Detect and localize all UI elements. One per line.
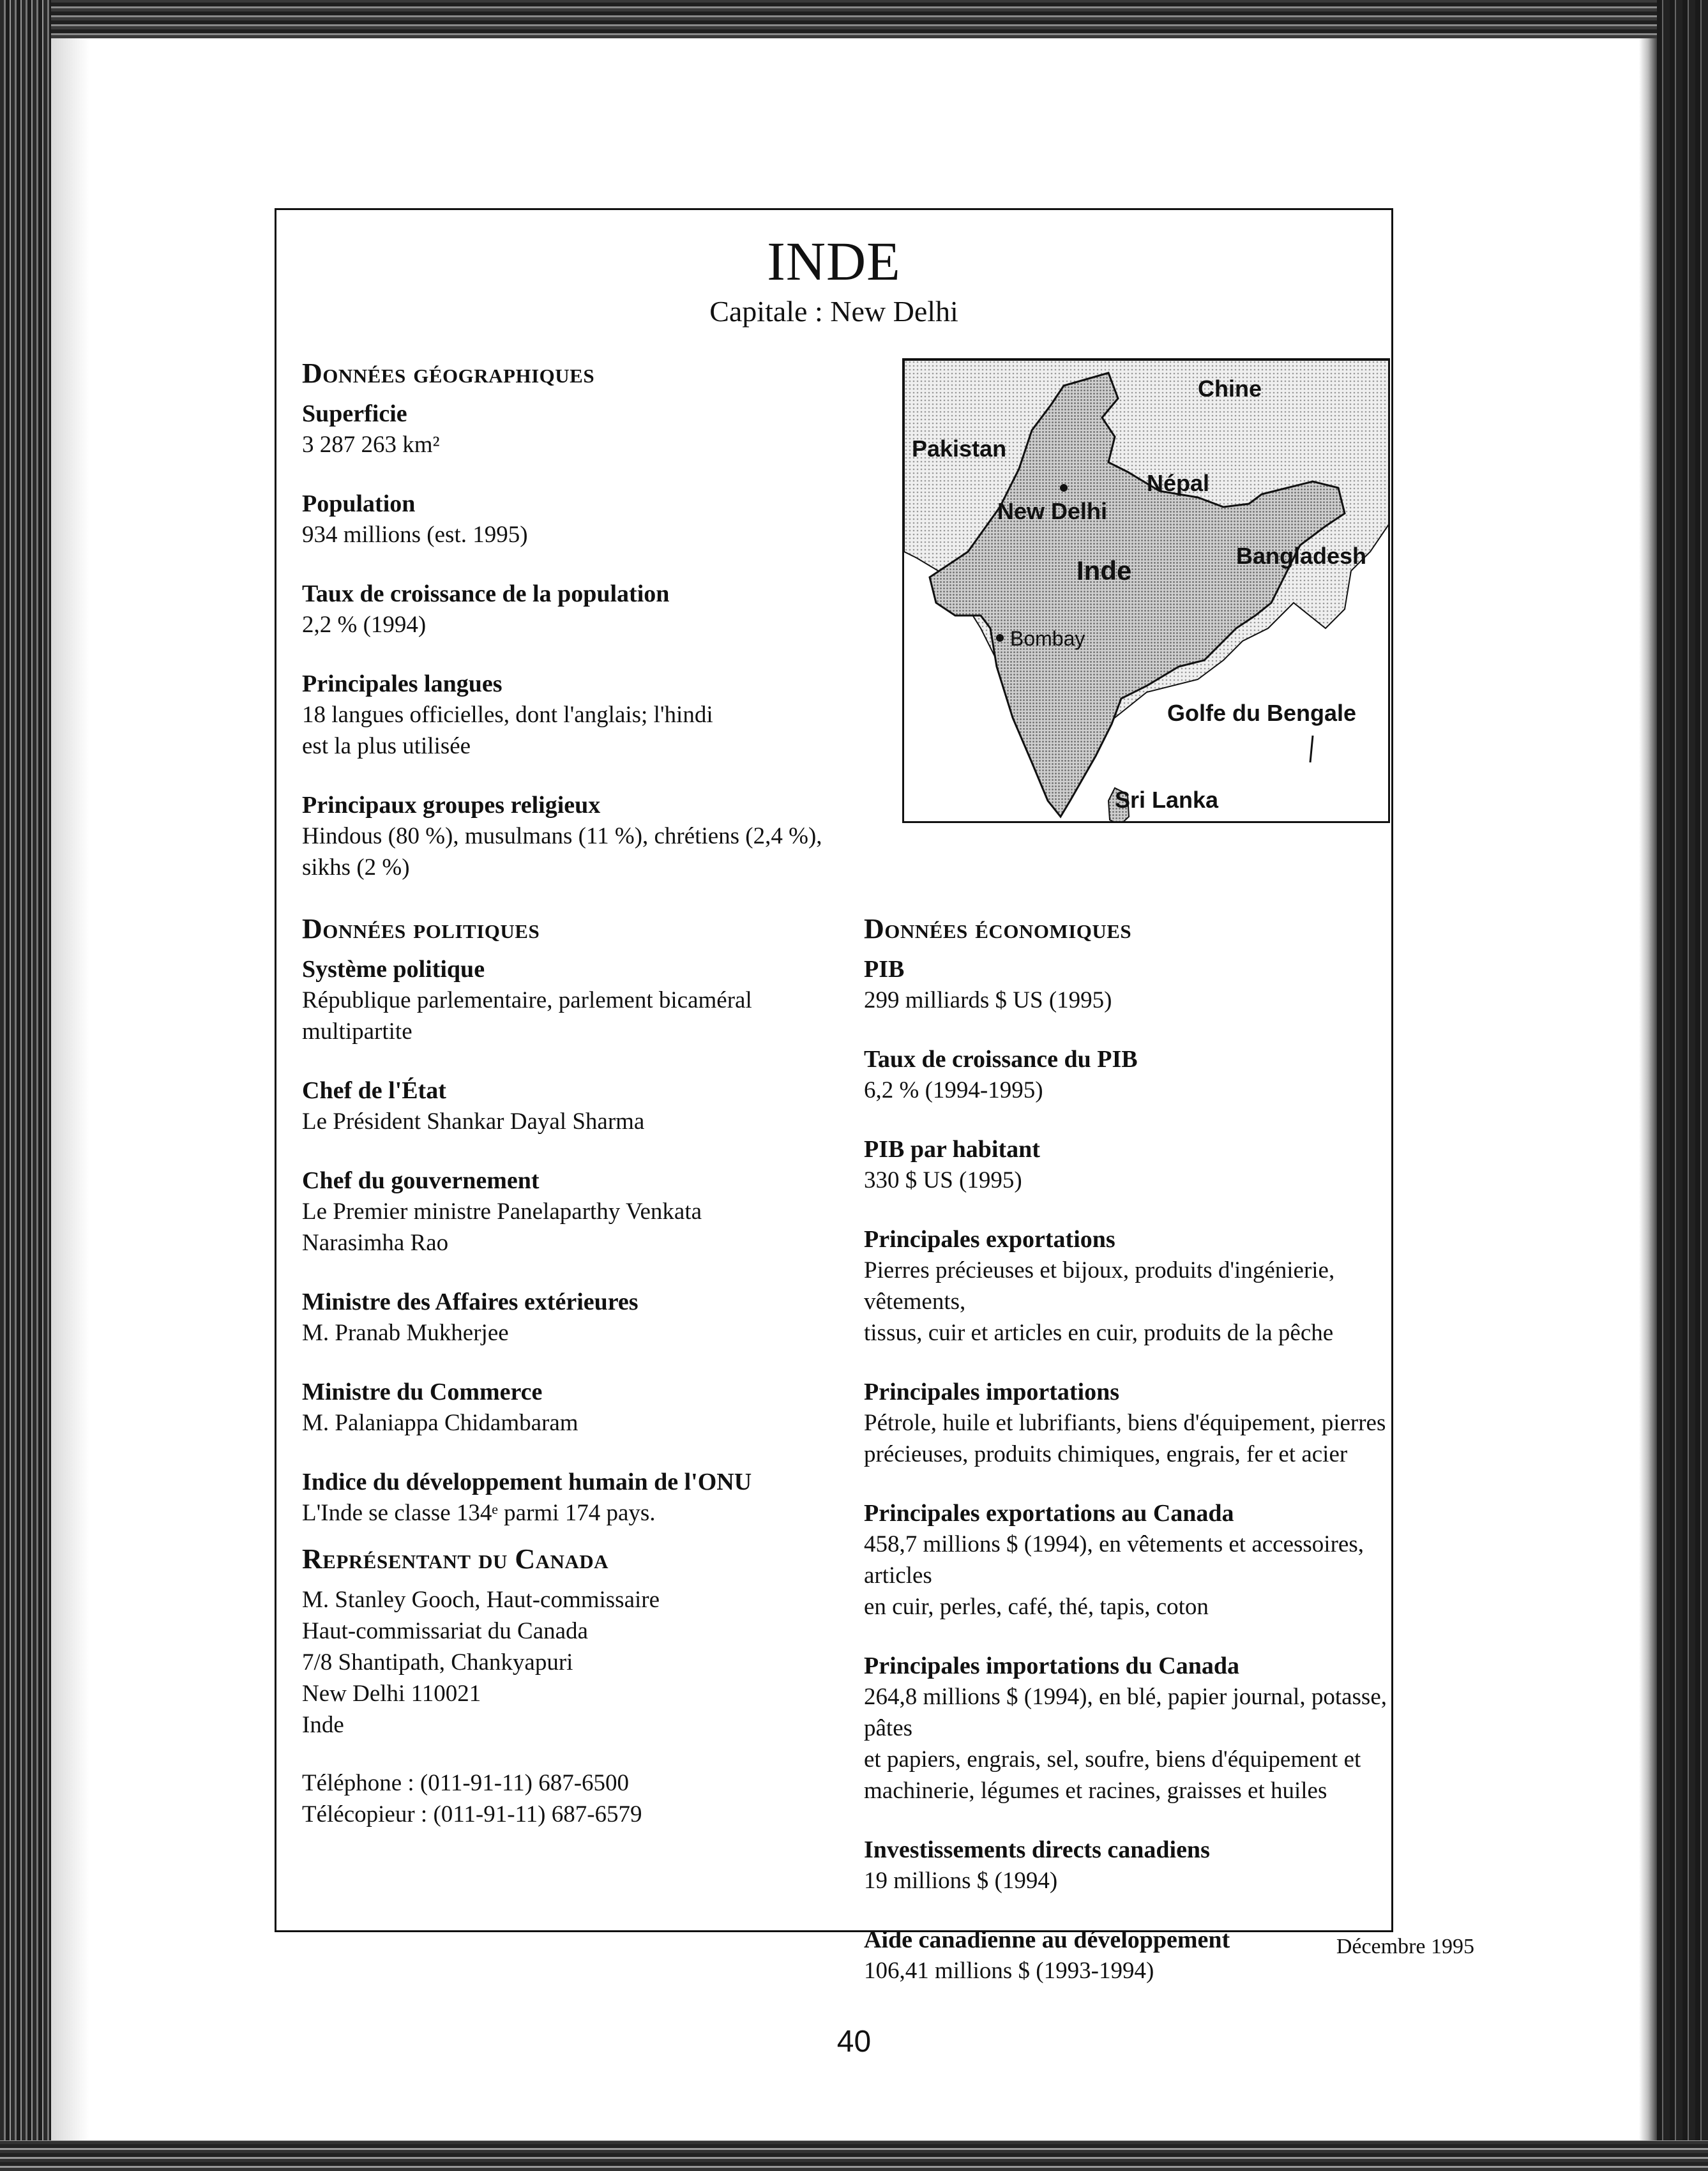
idh-value: L'Inde se classe 134ᵉ parmi 174 pays. (302, 1500, 656, 1526)
geo-croissance (302, 579, 889, 640)
import-canada-value-line2: et papiers, engrais, sel, soufre, biens d'équipement et (864, 1746, 1361, 1773)
croissance-label: Taux de croissance de la population (302, 580, 670, 607)
india-map (902, 358, 1390, 823)
exportations-value-line2: tissus, cuir et articles en cuir, produits de la pêche (864, 1320, 1334, 1346)
importations-value-line1: Pétrole, huile et lubrifiants, biens d'équipement, pierres (864, 1410, 1386, 1436)
map-label-inde: Inde (1077, 556, 1132, 586)
page-number: 40 (836, 2025, 872, 2059)
scan-edge-bottom (0, 2140, 1708, 2171)
population-value: 934 millions (est. 1995) (302, 522, 528, 548)
eco-croissance-pib (864, 1044, 1387, 1106)
superficie-value: 3 287 263 km² (302, 432, 440, 458)
eco-investissements (864, 1834, 1387, 1896)
economie-heading: Données économiques (864, 913, 1132, 944)
geo-section (302, 357, 889, 883)
scan-edge-right (1657, 0, 1708, 2171)
pib-value: 299 milliards $ US (1995) (864, 987, 1112, 1013)
map-label-pakistan: Pakistan (912, 435, 1007, 462)
rep-line5: Inde (302, 1712, 344, 1738)
geo-heading: Données géographiques (302, 358, 595, 389)
rep-line3: 7/8 Shantipath, Chankyapuri (302, 1649, 573, 1676)
croissance-pib-value: 6,2 % (1994-1995) (864, 1077, 1043, 1103)
affaires-ext-value: M. Pranab Mukherjee (302, 1320, 509, 1346)
aide-label: Aide canadienne au développement (864, 1926, 1230, 1953)
affaires-ext-label: Ministre des Affaires extérieures (302, 1289, 639, 1315)
export-canada-value-line1: 458,7 millions $ (1994), en vêtements et accessoires, articles (864, 1531, 1364, 1589)
investissements-label: Investissements directs canadiens (864, 1836, 1210, 1863)
pol-commerce (302, 1377, 877, 1439)
systeme-value-line1: République parlementaire, parlement bicaméral (302, 987, 752, 1013)
map-label-nepal: Népal (1147, 470, 1210, 496)
population-label: Population (302, 490, 416, 517)
religions-label: Principaux groupes religieux (302, 792, 601, 819)
import-canada-value-line1: 264,8 millions $ (1994), en blé, papier journal, potasse, pâtes (864, 1684, 1387, 1741)
croissance-pib-label: Taux de croissance du PIB (864, 1046, 1138, 1073)
export-canada-value-line2: en cuir, perles, café, thé, tapis, coton (864, 1594, 1209, 1620)
politique-heading: Données politiques (302, 913, 540, 944)
representant-heading: Représentant du Canada (302, 1543, 609, 1575)
geo-religions (302, 790, 889, 883)
geo-population (302, 488, 889, 550)
rep-line1: M. Stanley Gooch, Haut-commissaire (302, 1587, 660, 1613)
representant-address (302, 1584, 877, 1830)
systeme-value-line2: multipartite (302, 1018, 412, 1045)
exportations-value-line1: Pierres précieuses et bijoux, produits d'ingénierie, vêtements, (864, 1257, 1335, 1315)
page-title: INDE (767, 231, 901, 292)
pib-hab-label: PIB par habitant (864, 1136, 1040, 1163)
langues-value-line1: 18 langues officielles, dont l'anglais; l'hindi (302, 702, 713, 728)
commerce-label: Ministre du Commerce (302, 1379, 543, 1405)
eco-export-canada (864, 1498, 1387, 1623)
importations-value-line2: précieuses, produits chimiques, engrais, fer et acier (864, 1441, 1348, 1467)
capital-line: Capitale : New Delhi (709, 295, 958, 328)
exportations-label: Principales exportations (864, 1226, 1115, 1253)
politique-section (302, 912, 877, 1830)
import-canada-value-line3: machinerie, légumes et racines, graisses et huiles (864, 1778, 1327, 1804)
map-label-new-delhi: New Delhi (997, 498, 1108, 524)
religions-value-line2: sikhs (2 %) (302, 854, 410, 881)
eco-pib-hab (864, 1134, 1387, 1196)
superficie-label: Superficie (302, 400, 407, 427)
croissance-value: 2,2 % (1994) (302, 612, 427, 638)
eco-pib (864, 954, 1387, 1016)
scan-edge-left (0, 0, 51, 2171)
chef-gouv-value-line1: Le Premier ministre Panelaparthy Venkata (302, 1199, 702, 1225)
rep-line2: Haut-commissariat du Canada (302, 1618, 588, 1644)
rep-telephone: Téléphone : (011-91-11) 687-6500 (302, 1770, 630, 1796)
chef-gouv-value-line2: Narasimha Rao (302, 1230, 449, 1256)
eco-exportations (864, 1224, 1387, 1349)
pol-chef-etat (302, 1075, 877, 1137)
export-canada-label: Principales exportations au Canada (864, 1500, 1234, 1527)
rep-telecopieur: Télécopieur : (011-91-11) 687-6579 (302, 1801, 642, 1827)
geo-langues (302, 669, 889, 762)
geo-superficie (302, 398, 889, 460)
import-canada-label: Principales importations du Canada (864, 1653, 1240, 1679)
idh-label: Indice du développement humain de l'ONU (302, 1469, 752, 1495)
pib-hab-value: 330 $ US (1995) (864, 1167, 1022, 1193)
importations-label: Principales importations (864, 1379, 1120, 1405)
commerce-value: M. Palaniappa Chidambaram (302, 1410, 578, 1436)
chef-etat-value: Le Président Shankar Dayal Sharma (302, 1108, 645, 1135)
chef-gouv-label: Chef du gouvernement (302, 1167, 540, 1194)
pol-affaires-ext (302, 1287, 877, 1349)
map-label-bombay: Bombay (1010, 627, 1085, 650)
langues-value-line2: est la plus utilisée (302, 733, 471, 759)
india-map-graphic (904, 360, 1390, 823)
religions-value-line1: Hindous (80 %), musulmans (11 %), chrétiens (2,4 %), (302, 823, 822, 849)
economie-section (864, 912, 1387, 1986)
map-label-chine: Chine (1198, 375, 1262, 402)
eco-import-canada (864, 1651, 1387, 1806)
scan-shadow-right (1639, 38, 1657, 2158)
pib-label: PIB (864, 956, 905, 983)
langues-label: Principales langues (302, 670, 503, 697)
chef-etat-label: Chef de l'État (302, 1077, 446, 1104)
scan-shadow-left (51, 38, 89, 2158)
eco-aide (864, 1925, 1387, 1986)
eco-importations (864, 1377, 1387, 1470)
investissements-value: 19 millions $ (1994) (864, 1868, 1058, 1894)
map-label-sri-lanka: Sri Lanka (1115, 787, 1219, 813)
map-label-bangladesh: Bangladesh (1236, 543, 1367, 569)
systeme-label: Système politique (302, 956, 485, 983)
pol-idh (302, 1467, 877, 1529)
map-label-golfe: Golfe du Bengale (1167, 700, 1357, 726)
publication-date: Décembre 1995 (1336, 1935, 1474, 1958)
pol-systeme (302, 954, 877, 1047)
rep-line4: New Delhi 110021 (302, 1681, 481, 1707)
scan-edge-top (0, 0, 1708, 38)
pol-chef-gouv (302, 1165, 877, 1259)
fact-sheet-frame (275, 208, 1393, 1984)
aide-value: 106,41 millions $ (1993-1994) (864, 1958, 1154, 1984)
